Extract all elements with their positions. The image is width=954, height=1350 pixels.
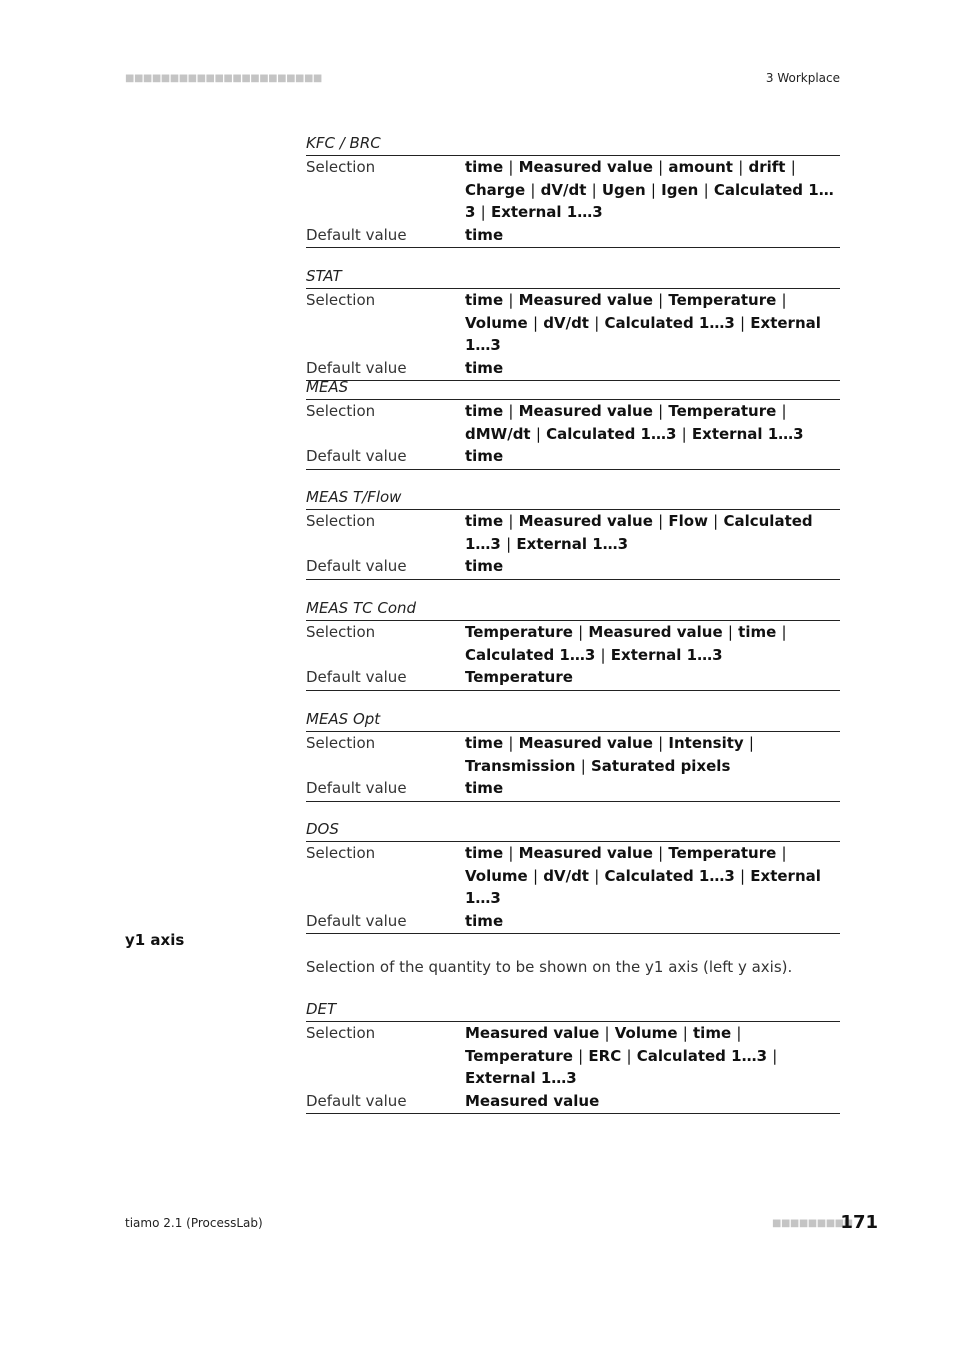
option-separator: | xyxy=(658,844,664,862)
default-label: Default value xyxy=(306,225,407,244)
selection-value: Temperature | Measured value | time | Calculated 1…3 | External 1…3 xyxy=(465,623,787,664)
table-title: MEAS Opt xyxy=(306,709,840,732)
table-title: STAT xyxy=(306,266,840,289)
selection-value: time | Measured value | Temperature | Volume | dV/dt | Calculated 1…3 | External 1…3 xyxy=(465,844,821,907)
option-separator: | xyxy=(508,844,514,862)
parameter-table-det xyxy=(306,999,840,1114)
default-value: time xyxy=(465,911,504,930)
selection-value: time | Measured value | Temperature | dMW/dt | Calculated 1…3 | External 1…3 xyxy=(465,402,804,443)
default-label: Default value xyxy=(306,557,407,575)
option-separator: | xyxy=(713,512,719,530)
default-row xyxy=(306,1090,840,1115)
selection-label: Selection xyxy=(306,291,376,309)
option-separator: | xyxy=(740,313,746,332)
option-separator: | xyxy=(532,866,539,885)
default-row xyxy=(306,555,840,580)
option-separator: | xyxy=(532,313,539,332)
default-row xyxy=(306,445,840,470)
selection-row xyxy=(306,842,840,910)
default-value: Temperature xyxy=(465,668,573,686)
default-row xyxy=(306,910,840,935)
default-value: time xyxy=(465,447,504,465)
option-separator: | xyxy=(740,866,746,885)
parameter-table-stat xyxy=(306,266,840,381)
option-separator: | xyxy=(508,402,514,420)
parameter-table-kfc-brc xyxy=(306,133,840,248)
option-separator: | xyxy=(535,424,541,443)
option-separator: | xyxy=(658,734,664,752)
selection-row xyxy=(306,289,840,357)
option-separator: | xyxy=(781,402,787,420)
selection-row xyxy=(306,400,840,445)
selection-label: Selection xyxy=(306,623,376,641)
option-separator: | xyxy=(703,180,709,199)
option-separator: | xyxy=(658,402,664,420)
default-label: Default value xyxy=(306,668,407,686)
table-title: MEAS xyxy=(306,377,840,400)
selection-label: Selection xyxy=(306,158,376,176)
selection-row xyxy=(306,510,840,555)
footer-product-name: tiamo 2.1 (ProcessLab) xyxy=(125,1216,263,1230)
default-value: time xyxy=(465,557,504,575)
selection-label: Selection xyxy=(306,734,376,752)
selection-value: time | Measured value | Temperature | Volume | dV/dt | Calculated 1…3 | External 1…3 xyxy=(465,291,821,354)
selection-row xyxy=(306,621,840,666)
table-title: MEAS TC Cond xyxy=(306,598,840,621)
option-separator: | xyxy=(682,1024,688,1042)
option-separator: | xyxy=(480,203,486,221)
option-separator: | xyxy=(781,844,787,862)
parameter-table-meas-tc-cond xyxy=(306,598,840,691)
option-separator: | xyxy=(508,734,514,752)
table-title: DOS xyxy=(306,819,840,842)
selection-label: Selection xyxy=(306,402,376,420)
option-separator: | xyxy=(790,158,796,176)
default-label: Default value xyxy=(306,358,407,377)
option-separator: | xyxy=(658,158,664,176)
chapter-title: 3 Workplace xyxy=(765,71,840,85)
option-separator: | xyxy=(506,534,512,553)
section-heading: y1 axis xyxy=(125,931,185,949)
default-row xyxy=(306,777,840,802)
default-label: Default value xyxy=(306,447,407,465)
selection-label: Selection xyxy=(306,844,376,862)
table-title: KFC / BRC xyxy=(306,133,840,156)
selection-row xyxy=(306,156,840,224)
option-separator: | xyxy=(681,424,687,443)
option-separator: | xyxy=(748,734,754,752)
selection-value: Measured value | Volume | time | Temperature | ERC | Calculated 1…3 | External 1…3 xyxy=(465,1024,778,1087)
option-separator: | xyxy=(508,158,514,176)
section-description: Selection of the quantity to be shown on the y1 axis (left y axis). xyxy=(306,958,793,976)
option-separator: | xyxy=(738,158,744,176)
selection-value: time | Measured value | amount | drift | Charge | dV/dt | Ugen | Igen | Calculated 1…3 | External 1…3 xyxy=(465,158,834,221)
selection-value: time | Measured value | Intensity | Transmission | Saturated pixels xyxy=(465,734,754,775)
default-label: Default value xyxy=(306,1091,407,1110)
parameter-table-meas-opt xyxy=(306,709,840,802)
page-number: 171 xyxy=(840,1212,878,1233)
footer-decoration-dots: ■■■■■■■■■ xyxy=(772,1218,853,1229)
option-separator: | xyxy=(594,313,600,332)
default-value: time xyxy=(465,225,504,244)
option-separator: | xyxy=(578,623,584,641)
option-separator: | xyxy=(781,291,787,309)
selection-label: Selection xyxy=(306,1024,376,1042)
option-separator: | xyxy=(781,623,787,641)
option-separator: | xyxy=(530,180,536,199)
option-separator: | xyxy=(591,180,597,199)
selection-value: time | Measured value | Flow | Calculated 1…3 | External 1…3 xyxy=(465,512,813,553)
option-separator: | xyxy=(604,1024,610,1042)
default-label: Default value xyxy=(306,911,407,930)
default-row xyxy=(306,666,840,691)
option-separator: | xyxy=(578,1046,584,1065)
option-separator: | xyxy=(626,1046,632,1065)
selection-row xyxy=(306,732,840,777)
option-separator: | xyxy=(508,291,514,309)
option-separator: | xyxy=(580,756,586,775)
default-value: Measured value xyxy=(465,1091,600,1110)
option-separator: | xyxy=(508,512,514,530)
option-separator: | xyxy=(736,1024,742,1042)
parameter-table-dos xyxy=(306,819,840,934)
option-separator: | xyxy=(594,866,600,885)
option-separator: | xyxy=(727,623,733,641)
table-title: MEAS T/Flow xyxy=(306,487,840,510)
header-decoration-dots: ■■■■■■■■■■■■■■■■■■■■■■ xyxy=(125,73,322,84)
option-separator: | xyxy=(600,645,606,664)
default-label: Default value xyxy=(306,779,407,797)
parameter-table-meas xyxy=(306,377,840,470)
option-separator: | xyxy=(658,291,664,309)
selection-label: Selection xyxy=(306,512,376,530)
option-separator: | xyxy=(650,180,656,199)
option-separator: | xyxy=(658,512,664,530)
default-value: time xyxy=(465,779,504,797)
default-row xyxy=(306,224,840,249)
selection-row xyxy=(306,1022,840,1090)
option-separator: | xyxy=(772,1046,778,1065)
table-title: DET xyxy=(306,999,840,1022)
default-value: time xyxy=(465,358,504,377)
parameter-table-meas-t-flow xyxy=(306,487,840,580)
